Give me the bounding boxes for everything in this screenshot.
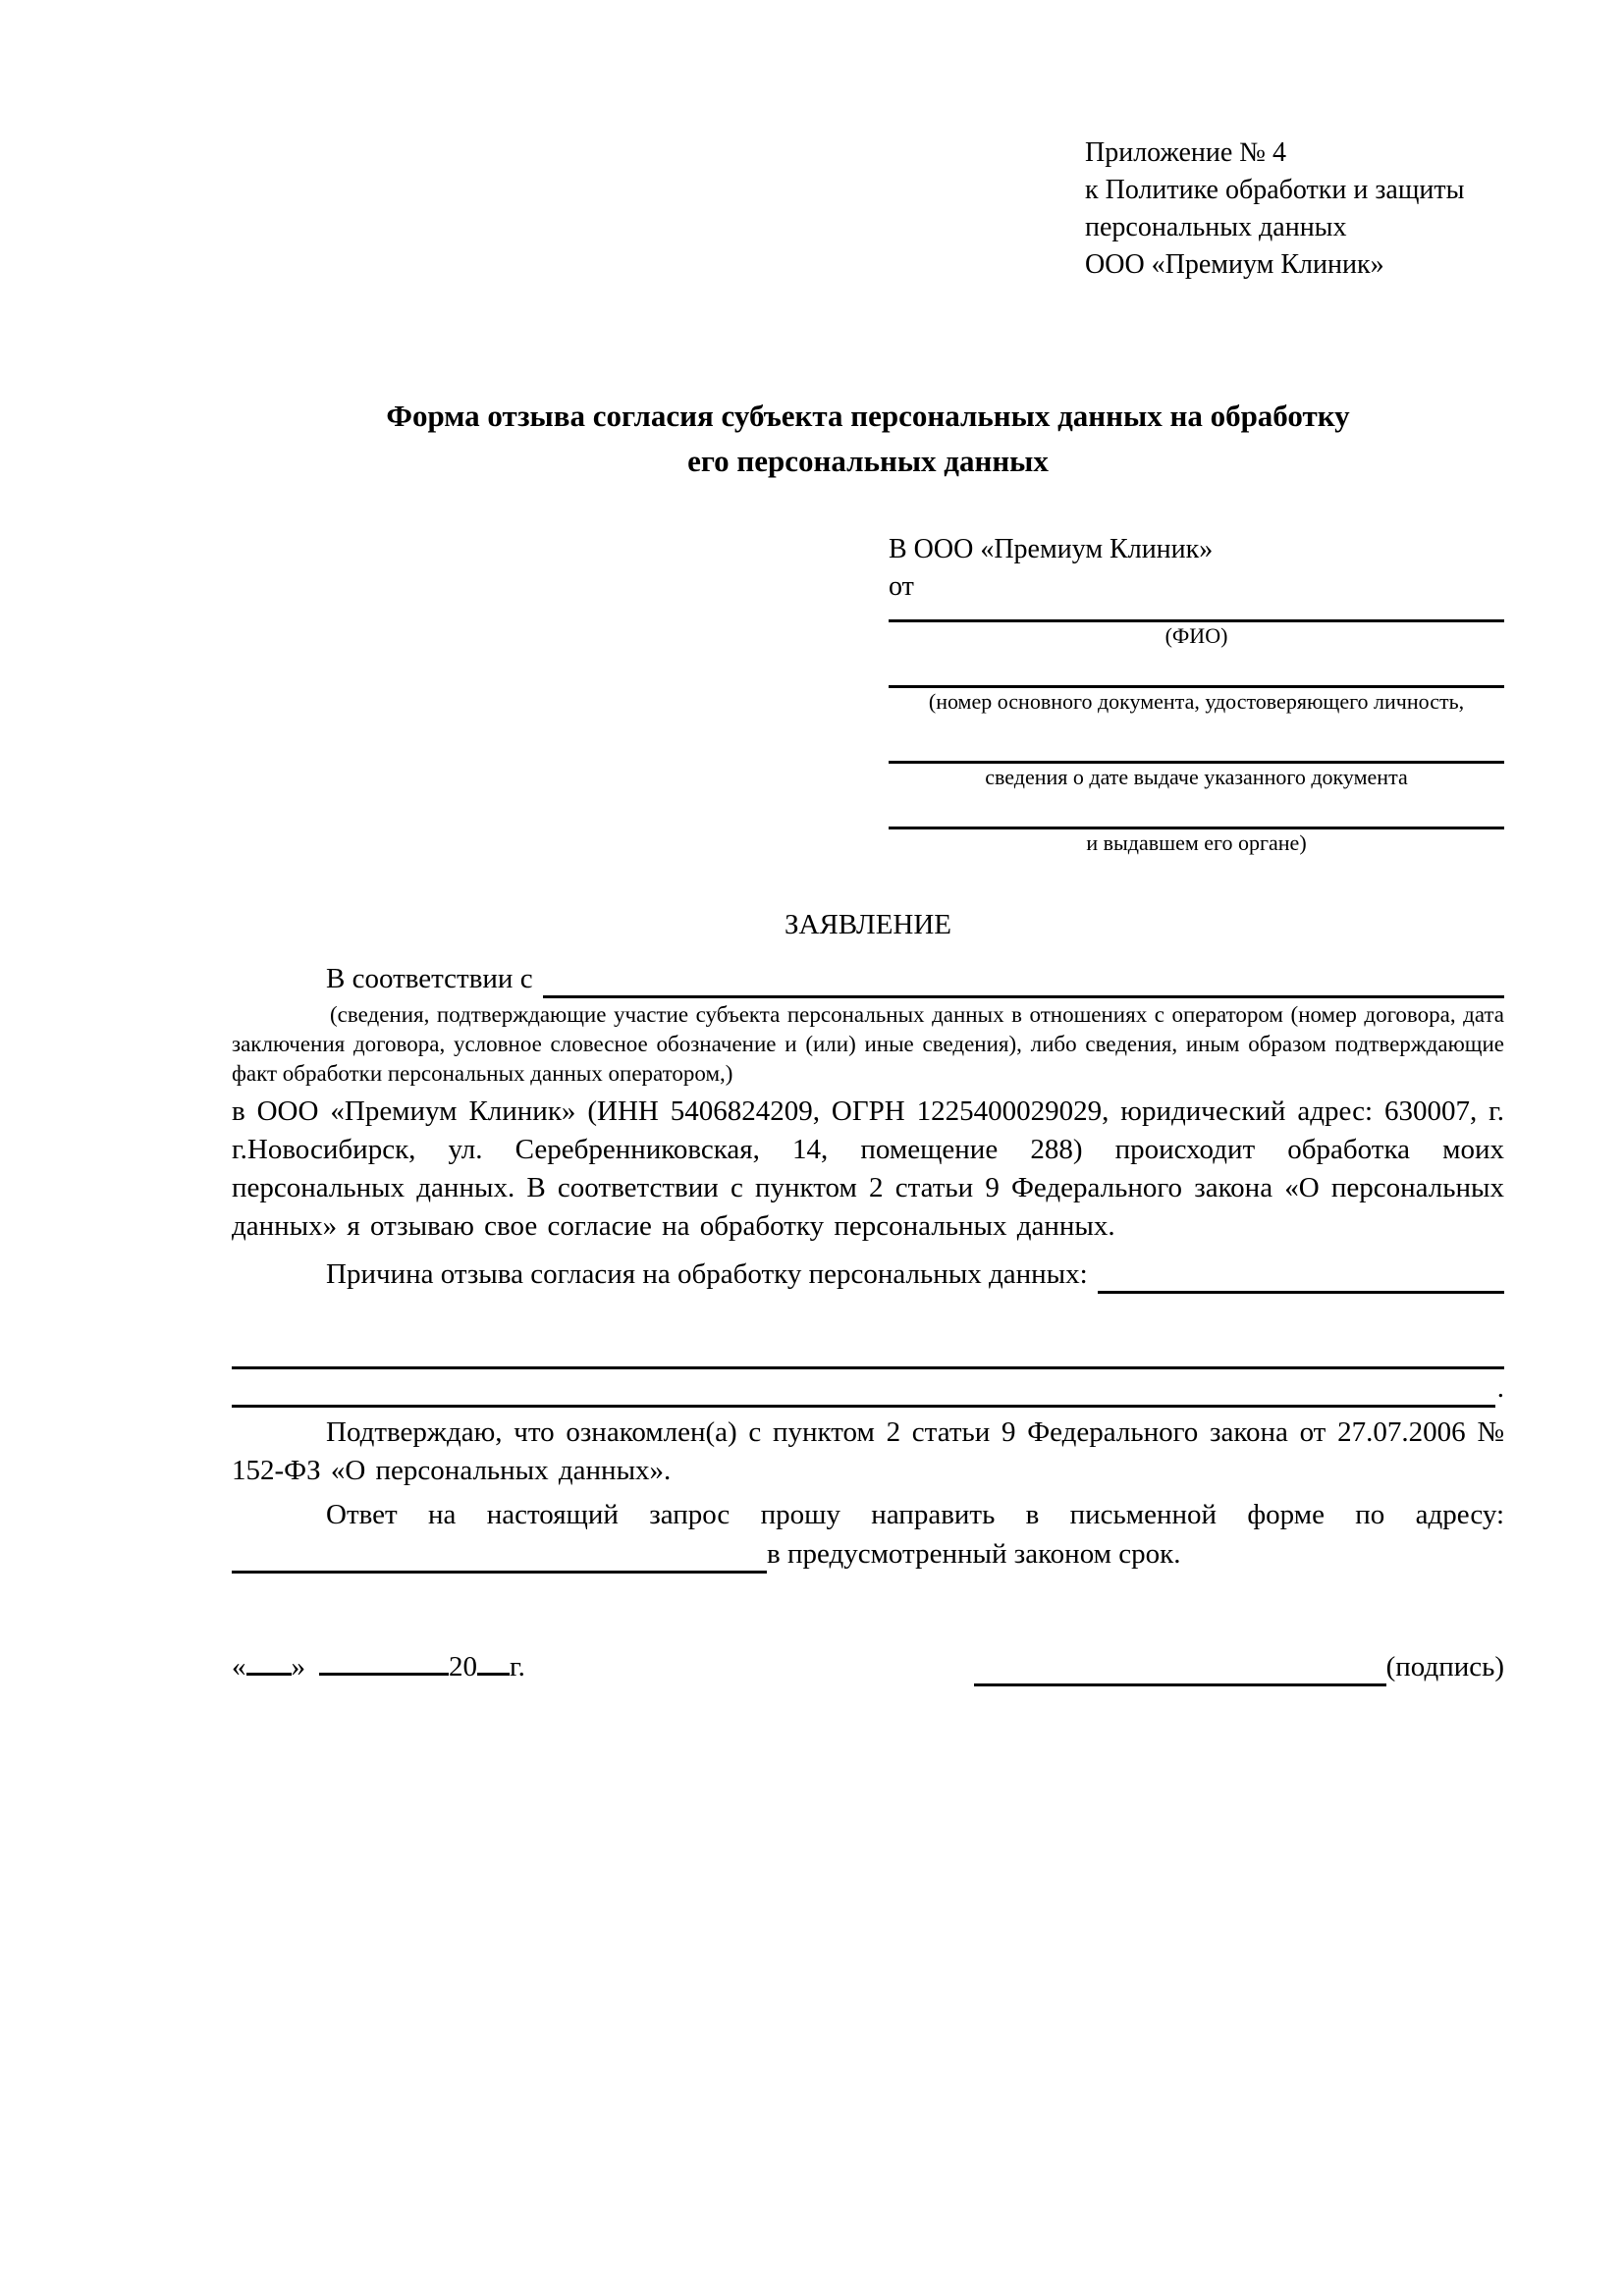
- body-paragraph: в ООО «Премиум Клиник» (ИНН 5406824209, ОГРН 1225400029029, юридический адрес: 630007, г. г.Новосибирск, ул. Серебренниковская, 14, помещение 288) происходит обработка моих персональных данных. В соответствии с пунктом 2 статьи 9 Федерального закона «О персональных данных» я отзываю свое согласие на обработку персональных данных.: [232, 1095, 1504, 1242]
- appendix-reference: [1085, 134, 1504, 284]
- issuing-authority-caption: и выдавшем его органе): [1086, 830, 1307, 855]
- date-quote-open: «: [232, 1651, 246, 1682]
- date-signature-row: [232, 1644, 1504, 1686]
- document-number-blank-field: [889, 650, 1504, 688]
- date-quote-close: »: [291, 1651, 305, 1682]
- reason-blank-field-continued: [232, 1375, 1495, 1408]
- addressee-to: В ООО «Премиум Клиник»: [889, 534, 1214, 564]
- reason-period: .: [1496, 1372, 1504, 1404]
- statement-heading: ЗАЯВЛЕНИЕ: [784, 909, 952, 940]
- page-title-line-2: его персональных данных: [687, 444, 1049, 478]
- reason-blank-field: [1098, 1261, 1504, 1294]
- fio-caption: (ФИО): [1164, 623, 1228, 648]
- reason-blank-field-continued: [232, 1337, 1504, 1369]
- accordance-prefix: В соответствии с: [326, 963, 533, 994]
- appendix-line: к Политике обработки и защиты: [1085, 175, 1465, 205]
- day-blank-field: [246, 1644, 292, 1676]
- accordance-blank-field: [543, 966, 1504, 998]
- year-suffix: г.: [510, 1651, 525, 1682]
- issue-date-blank-field: [889, 716, 1504, 764]
- small-print-note: (сведения, подтверждающие участие субъекта персональных данных в отношениях с оператором (номер договора, дата заключения договора, условное словесное обозначение и (или) иные сведения), либо сведения, иным образом подтверждающие факт обработки персональных данных оператором,): [232, 1002, 1504, 1086]
- reply-request-paragraph: Ответ на настоящий запрос прошу направить в письменной форме по адресу:: [326, 1499, 1504, 1530]
- issue-date-caption: сведения о дате выдаче указанного документа: [985, 765, 1408, 789]
- appendix-line: ООО «Премиум Клиник»: [1085, 249, 1384, 280]
- signature-blank-field: [974, 1654, 1386, 1686]
- reply-address-blank-field: [232, 1541, 767, 1574]
- appendix-line: персональных данных: [1085, 212, 1347, 242]
- document-number-caption: (номер основного документа, удостоверяющего личность,: [928, 689, 1465, 714]
- signature-line: [974, 1647, 1504, 1686]
- addressee-from: от: [889, 571, 914, 602]
- year-blank-field: [477, 1644, 510, 1676]
- appendix-line: Приложение № 4: [1085, 137, 1286, 168]
- issuing-authority-blank-field: [889, 791, 1504, 829]
- page-title-line-1: Форма отзыва согласия субъекта персональных данных на обработку: [386, 399, 1350, 433]
- year-prefix: 20: [449, 1651, 477, 1682]
- reason-line: [232, 1255, 1504, 1294]
- reply-tail-text: в предусмотренный законом срок.: [767, 1538, 1181, 1570]
- page-title: [232, 394, 1504, 484]
- reply-address-line: [232, 1534, 1504, 1574]
- fio-blank-field: [889, 606, 1504, 622]
- reason-extra-line-2: [232, 1369, 1504, 1408]
- addressee-block: [889, 531, 1504, 857]
- reason-label: Причина отзыва согласия на обработку персональных данных:: [326, 1258, 1088, 1290]
- reason-extra-line-1: [232, 1337, 1504, 1369]
- confirm-paragraph: Подтверждаю, что ознакомлен(а) с пунктом 2 статьи 9 Федерального закона от 27.07.2006 № 152-ФЗ «О персональных данных».: [232, 1416, 1504, 1486]
- month-blank-field: [319, 1644, 449, 1676]
- accordance-line: [232, 960, 1504, 998]
- signature-caption: (подпись): [1385, 1651, 1504, 1682]
- date-line: [232, 1644, 525, 1686]
